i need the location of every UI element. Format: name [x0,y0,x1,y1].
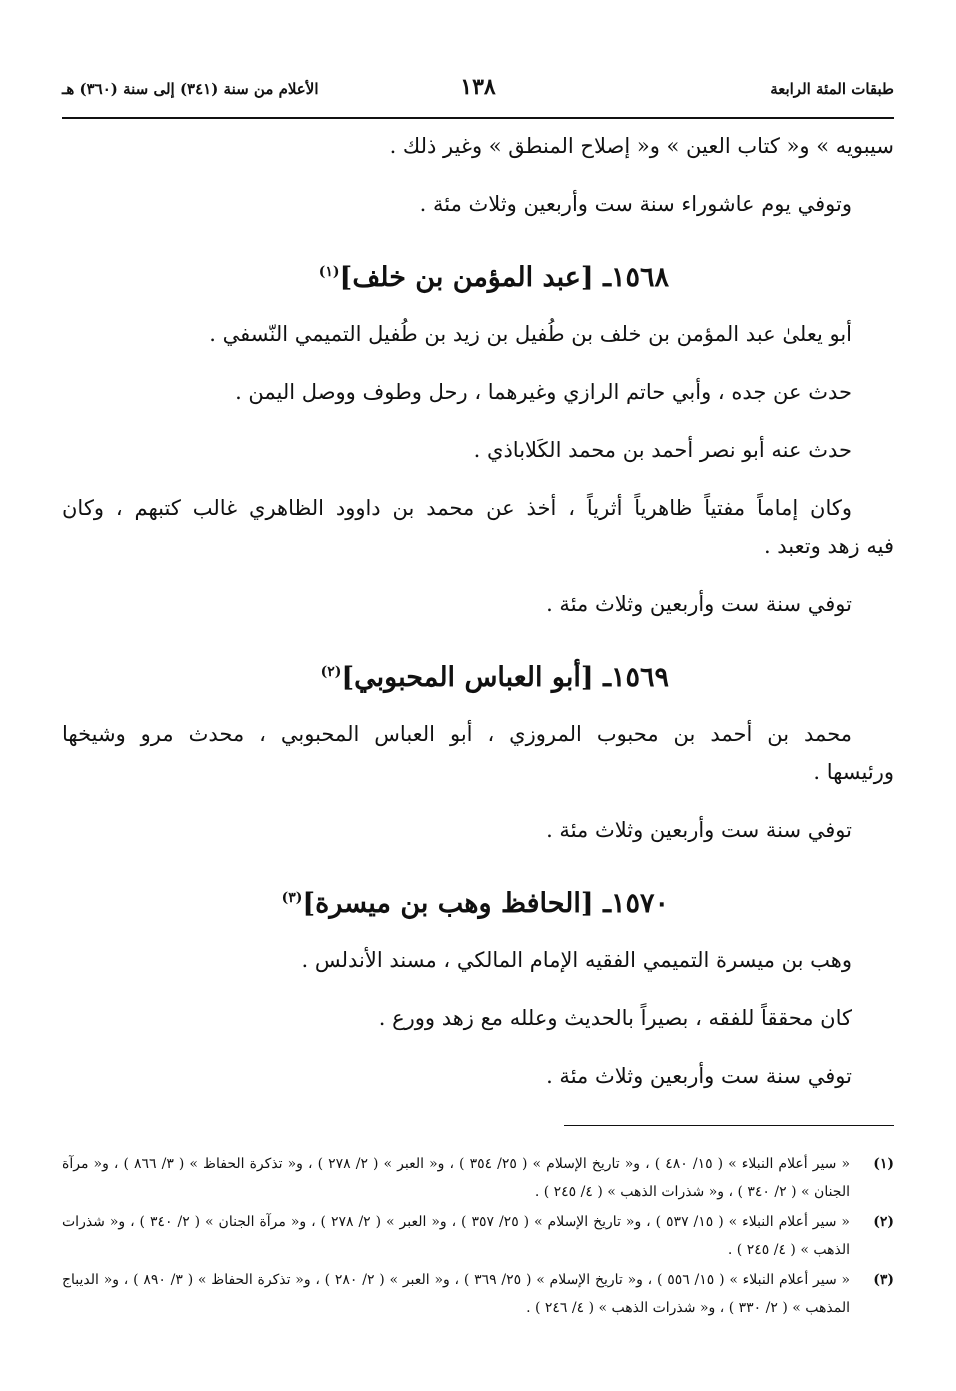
entry-title-text: ١٥٦٨ـ [عبد المؤمن بن خلف] [339,262,669,293]
text-line: فيه زهد وتعبد . [763,534,894,558]
text-line: ورئيسها . [813,760,894,784]
text-line: محمد بن أحمد بن محبوب المروزي ، أبو العباس المحبوبي ، محدث مرو وشيخها [62,722,852,746]
running-title-left: الأعلام من سنة (٣٤١) إلى سنة (٣٦٠) هـ [62,80,319,98]
footnotes [62,1150,894,1324]
entry-title [62,252,894,298]
text-line: حدث عن جده ، وأبي حاتم الرازي وغيرهما ، رحل وطوف ووصل اليمن . [235,380,852,404]
footnote-marker[interactable]: (١) [318,264,340,280]
entry-title [62,652,894,698]
footnote [62,1266,894,1322]
entry-title-text: ١٥٦٩ـ [أبو العباس المحبوبي] [341,662,669,693]
text-line: حدث عنه أبو نصر أحمد بن محمد الكَلاباذي . [473,438,852,462]
text-line: وتوفي يوم عاشوراء سنة ست وأربعين وثلاث مئة . [419,192,852,216]
footnote-number: (١) [873,1156,894,1172]
footnote-number: (٣) [873,1272,894,1288]
footnote [62,1208,894,1264]
page-number: ١٣٨ [460,74,496,100]
footnote [62,1150,894,1206]
text-line: سيبويه » و« كتاب العين » و« إصلاح المنطق » وغير ذلك . [389,134,894,158]
entry-title [62,878,894,924]
text-line: توفي سنة ست وأربعين وثلاث مئة . [546,1064,852,1088]
text-line: توفي سنة ست وأربعين وثلاث مئة . [546,592,852,616]
text-line: وهب بن ميسرة التميمي الفقيه الإمام المالكي ، مسند الأندلس . [301,948,852,972]
text-line: أبو يعلىٰ عبد المؤمن بن خلف بن طُفيل بن زيد بن طُفيل التميمي النّسفي . [209,322,852,346]
text-line: كان محققاً للفقه ، بصيراً بالحديث وعلله مع زهد وورع . [378,1006,852,1030]
footnote-marker[interactable]: (٣) [281,890,303,906]
main-text [62,130,894,1118]
text-line: توفي سنة ست وأربعين وثلاث مئة . [546,818,852,842]
header-rule [62,117,894,119]
footnote-text: « سير أعلام النبلاء » ( ١٥/ ٥٣٧ ) ، و« تاريخ الإسلام » ( ٢٥/ ٣٥٧ ) ، و« العبر » ( ٢/ ٢٧٨ ) ، و« مرآة الجنان » ( ٢/ ٣٤٠ ) ، و« شذرات الذهب » ( ٤/ ٢٤٥ ) . [62,1214,850,1258]
running-title-right: طبقات المئة الرابعة [770,80,894,98]
footnote-number: (٢) [873,1214,894,1230]
footnote-rule [564,1125,894,1126]
page-header [62,74,894,110]
text-line: وكان إماماً مفتياً ظاهرياً أثرياً ، أخذ عن محمد بن داوود الظاهري غالب كتبهم ، وكان [62,496,852,520]
footnote-text: « سير أعلام النبلاء » ( ١٥/ ٥٥٦ ) ، و« تاريخ الإسلام » ( ٢٥/ ٣٦٩ ) ، و« العبر » ( ٢/ ٢٨٠ ) ، و« تذكرة الحفاظ » ( ٣/ ٨٩٠ ) ، و« الديباج المذهب » ( ٢/ ٣٣٠ ) ، و« شذرات الذهب » ( ٤/ ٢٤٦ ) . [62,1272,851,1316]
footnote-text: « سير أعلام النبلاء » ( ١٥/ ٤٨٠ ) ، و« تاريخ الإسلام » ( ٢٥/ ٣٥٤ ) ، و« العبر » ( ٢/ ٢٧٨ ) ، و« تذكرة الحفاظ » ( ٣/ ٨٦٦ ) ، و« مرآة الجنان » ( ٢/ ٣٤٠ ) ، و« شذرات الذهب » ( ٤/ ٢٤٥ ) . [62,1156,851,1200]
footnote-marker[interactable]: (٢) [320,664,342,680]
entry-title-text: ١٥٧٠ـ [الحافظ وهب بن ميسرة] [302,888,669,919]
